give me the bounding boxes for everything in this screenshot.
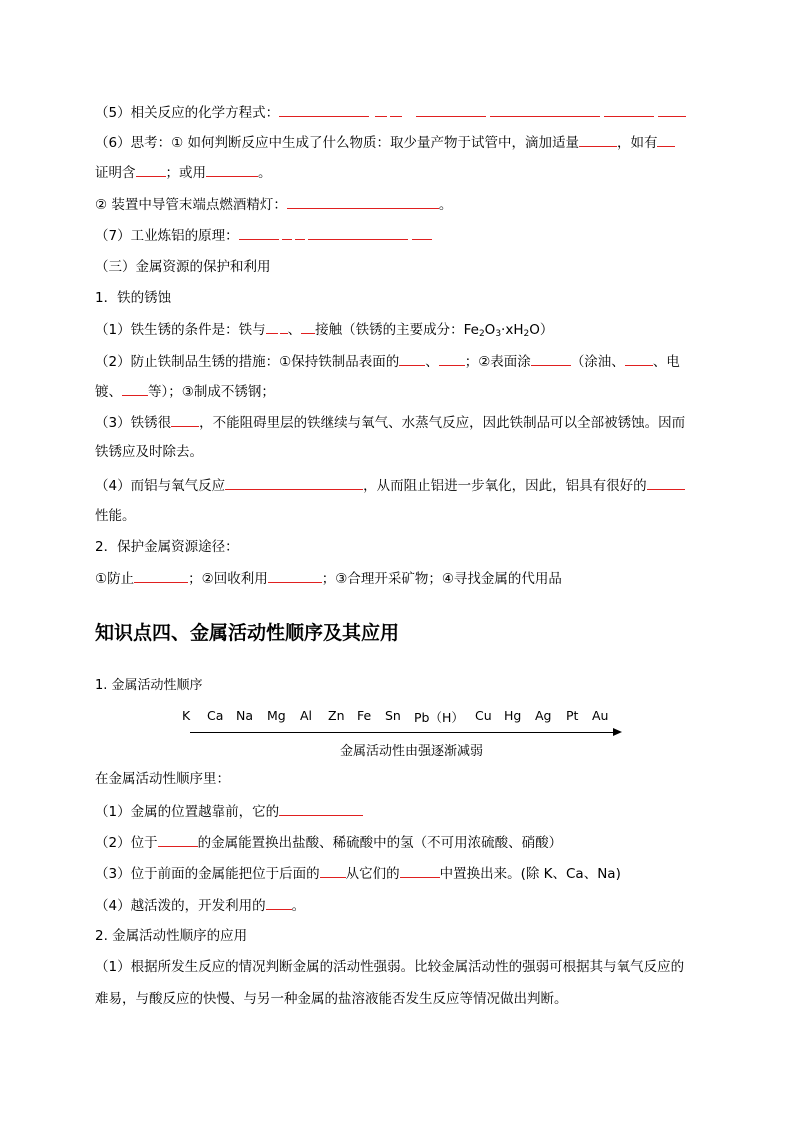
application-p2: 难易，与酸反应的快慢、与另一种金属的盐溶液能否发生反应等情况做出判断。: [95, 991, 568, 1007]
rust-text: 、电: [652, 354, 680, 370]
blank[interactable]: [206, 162, 258, 177]
blank[interactable]: [439, 351, 465, 366]
blank[interactable]: [490, 102, 600, 117]
metal-symbol: Hg: [504, 708, 522, 723]
blank[interactable]: [268, 568, 322, 583]
rust-c1: [95, 319, 553, 344]
activity-intro: 在金属活动性顺序里：: [95, 771, 230, 787]
activity-text: 。: [291, 898, 306, 914]
metal-symbol: Ca: [207, 708, 224, 723]
blank[interactable]: [225, 475, 363, 490]
blank[interactable]: [531, 351, 571, 366]
blank[interactable]: [390, 102, 402, 117]
rust-text: （4）而铝与氧气反应: [95, 478, 226, 494]
q6-text: 。: [258, 165, 272, 181]
metal-symbol: K: [182, 708, 191, 723]
q6-line1: [95, 132, 675, 153]
metal-symbol: Au: [592, 708, 609, 723]
rust-text: O: [484, 322, 496, 338]
blank[interactable]: [279, 102, 369, 117]
rust-text: ·xH: [501, 322, 524, 338]
rust-text: ，从而阻止铝进一步氧化，因此，铝具有很好的: [363, 478, 647, 494]
application-title: 2. 金属活动性顺序的应用: [95, 928, 248, 944]
q7-line: [95, 225, 432, 246]
rust-c2-cont: [95, 381, 275, 402]
blank[interactable]: [625, 351, 653, 366]
section-title: （三）金属资源的保护和利用: [95, 259, 271, 275]
activity-title: 1. 金属活动性顺序: [95, 678, 203, 693]
q6-text: 证明含: [95, 165, 136, 181]
metal-symbol: Ag: [535, 708, 552, 723]
metal-symbol: Pb（H）: [414, 710, 464, 725]
activity-text: （4）越活泼的，开发利用的: [95, 898, 266, 914]
rust-c3: [95, 412, 685, 433]
blank[interactable]: [239, 225, 279, 240]
blank[interactable]: [412, 225, 432, 240]
subscript: 2: [523, 329, 530, 339]
blank[interactable]: [658, 102, 686, 117]
blank[interactable]: [579, 132, 617, 147]
blank[interactable]: [136, 162, 166, 177]
arrow-caption: 金属活动性由强逐渐减弱: [340, 744, 484, 759]
q6-text: 。: [438, 197, 453, 213]
activity-r1: [95, 801, 363, 822]
rust-c3-cont: 铁锈应及时除去。: [95, 444, 203, 460]
protect-text: ①防止: [95, 571, 135, 587]
q6-text: ② 装置中导管末端点燃酒精灯：: [95, 197, 287, 213]
subscript: 2: [478, 329, 485, 339]
activity-text: 从它们的: [345, 866, 400, 882]
blank[interactable]: [657, 132, 675, 147]
blank[interactable]: [158, 832, 198, 847]
protect-title: 2．保护金属资源途径：: [95, 539, 239, 555]
protect-ways: [95, 568, 562, 589]
activity-r2: [95, 832, 562, 853]
q6-line3: [95, 194, 452, 215]
metal-symbol: Fe: [357, 708, 372, 723]
blank[interactable]: [647, 475, 685, 490]
arrow-line: [190, 732, 615, 733]
rust-text: （1）铁生锈的条件是：铁与: [95, 322, 266, 338]
rust-text: （3）铁锈很: [95, 415, 172, 431]
blank[interactable]: [171, 412, 199, 427]
activity-r4: [95, 895, 305, 916]
metal-symbol: Sn: [385, 708, 401, 723]
application-p1: （1）根据所发生反应的情况判断金属的活动性强弱。比较金属活动性的强弱可根据其与氧气反应的: [95, 959, 685, 975]
rust-c4: [95, 475, 685, 496]
rust-text: 镀、: [95, 384, 122, 400]
blank[interactable]: [416, 102, 486, 117]
metal-symbol: Cu: [475, 708, 492, 723]
section-heading: 知识点四、金属活动性顺序及其应用: [95, 622, 400, 644]
rust-text: （2）防止铁制品生锈的措施：①保持铁制品表面的: [95, 354, 400, 370]
metal-symbol: Mg: [267, 708, 286, 723]
blank[interactable]: [280, 319, 288, 334]
subscript: 3: [495, 329, 502, 339]
activity-text: （1）金属的位置越靠前，它的: [95, 804, 280, 820]
blank[interactable]: [279, 801, 363, 816]
activity-text: 中置换出来。(除 K、Ca、Na): [439, 866, 621, 882]
q5-text: （5）相关反应的化学方程式：: [95, 105, 280, 121]
blank[interactable]: [134, 568, 188, 583]
rust-text: O）: [529, 322, 554, 338]
metal-symbol: Al: [300, 708, 313, 723]
rust-c4-cont: 性能。: [95, 508, 136, 524]
blank[interactable]: [266, 895, 292, 910]
blank[interactable]: [287, 194, 439, 209]
blank[interactable]: [266, 319, 278, 334]
q7-text: （7）工业炼铝的原理：: [95, 228, 239, 244]
rust-text: （涂油、: [570, 354, 625, 370]
rust-text: 等）；③制成不锈钢；: [148, 384, 275, 400]
q5-line: [95, 102, 686, 123]
blank[interactable]: [604, 102, 654, 117]
rust-c2: [95, 351, 680, 372]
activity-r3: [95, 863, 621, 884]
blank[interactable]: [301, 319, 315, 334]
blank[interactable]: [320, 863, 346, 878]
blank[interactable]: [295, 225, 305, 240]
activity-text: （2）位于: [95, 835, 158, 851]
activity-text: 的金属能置换出盐酸、稀硫酸中的氢（不可用浓硫酸、硝酸）: [197, 835, 563, 851]
rust-text: 接触（铁锈的主要成分：Fe: [315, 322, 479, 338]
q6-text: ，如有: [616, 135, 658, 151]
q6-text: ；或用: [165, 165, 206, 181]
blank[interactable]: [400, 863, 440, 878]
metal-symbol: Na: [236, 708, 254, 723]
protect-text: ；③合理开采矿物；④寻找金属的代用品: [321, 571, 562, 587]
rust-text: 、: [425, 354, 439, 370]
blank[interactable]: [282, 225, 292, 240]
metal-symbol: Zn: [328, 708, 345, 723]
protect-text: ；②回收利用: [188, 571, 268, 587]
blank[interactable]: [375, 102, 387, 117]
blank[interactable]: [308, 225, 408, 240]
blank[interactable]: [399, 351, 425, 366]
rust-text: ；②表面涂: [464, 354, 531, 370]
activity-text: （3）位于前面的金属能把位于后面的: [95, 866, 320, 882]
arrow-head-icon: [613, 728, 622, 736]
metal-symbol: Pt: [566, 708, 579, 723]
rust-text: 、: [287, 322, 302, 338]
q6-line2: [95, 162, 272, 183]
subsection-title: 1．铁的锈蚀: [95, 290, 172, 306]
blank[interactable]: [122, 381, 148, 396]
rust-text: ，不能阻碍里层的铁继续与氧气、水蒸气反应，因此铁制品可以全部被锈蚀。因而: [199, 415, 686, 431]
q6-text: （6）思考：① 如何判断反应中生成了什么物质：取少量产物于试管中，滴加适量: [95, 135, 579, 151]
